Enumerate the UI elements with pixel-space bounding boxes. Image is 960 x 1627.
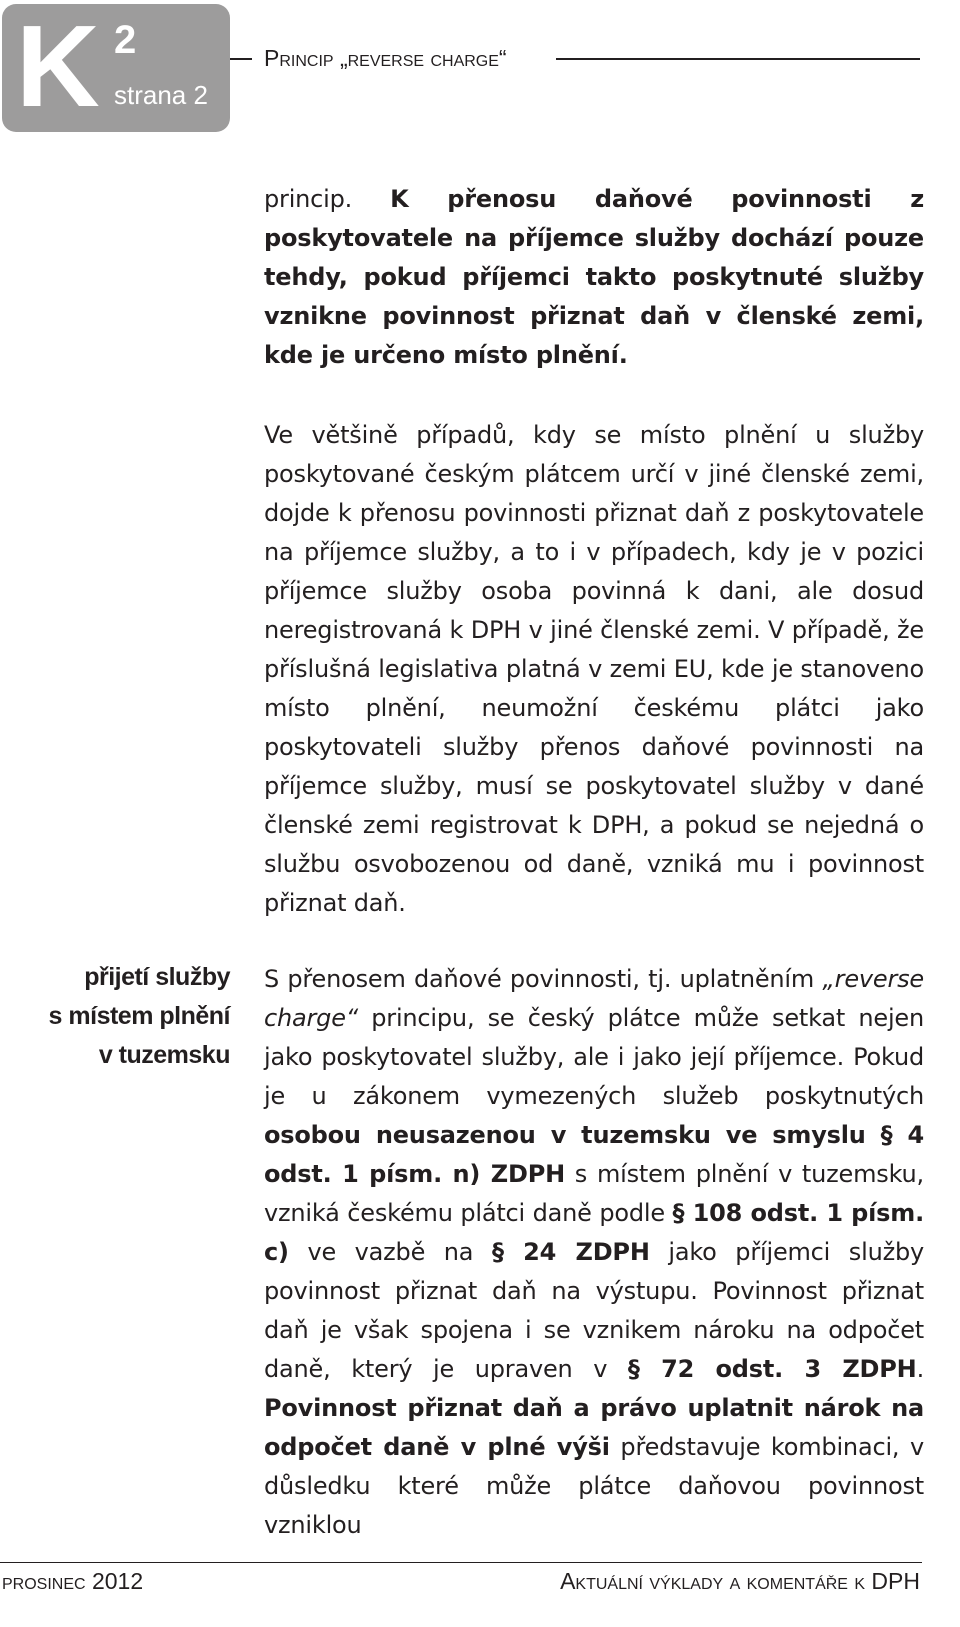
badge-page-label: strana 2 (114, 80, 208, 110)
bold-text-run: K přenosu daňové povinnosti z poskytovatele na příjemce služby dochází pouze tehdy, pokud příjemci takto poskytnuté služby vznikne povinnost přiznat daň v členské zemi, kde je určeno místo plnění. (264, 185, 924, 369)
text-run: Ve většině případů, kdy se místo plnění u služby poskytované českým plátcem určí v jiné členské zemi, dojde k přenosu povinnosti přiznat daň z poskytovatele na příjemce služby, a to i v případech, kdy je v pozici příjemce služby osoba povinná k dani, ale dosud neregistrovaná k DPH v jiné členské zemi. V případě, že příslušná legislativa platná v zemi EU, kde je stanoveno místo plnění, neumožní českému plátci jako poskytovateli služby přenos daňové povinnosti na příjemce služby, musí se poskytovatel služby v dané členské zemi registrovat k DPH, a pokud se nejedná o službu osvobozenou od daně, vzniká mu i povinnost přiznat daň. (264, 421, 924, 917)
text-run: princip. (264, 185, 391, 213)
footer-date: prosinec 2012 (2, 1568, 144, 1594)
section-badge (2, 1, 230, 132)
margin-note-line: přijetí služby (84, 963, 230, 991)
italic-text-run: „reverse charge“ (264, 965, 924, 1032)
footer-publication: Aktuální výklady a komentáře k DPH (560, 1568, 920, 1594)
text-run: s místem plnění v tuzemsku, vzniká českému plátci daně podle (264, 1160, 924, 1227)
paragraph-2 (264, 416, 924, 923)
text-run: jako příjemci služby povinnost přiznat daň na výstupu. Povinnost přiznat daň je však spojena i se vznikem nároku na odpočet daně, který je upraven v (264, 1238, 925, 1383)
badge-letter: K (16, 1, 96, 131)
text-run: principu, se český plátce může setkat nejen jako poskytovatel služby, ale i jako její příjemce. Pokud je u zákonem vymezených služeb poskytnutých (264, 1004, 924, 1110)
margin-note-line: s místem plnění (48, 1002, 230, 1030)
header-rule-left (230, 58, 252, 60)
bold-text-run: osobou neusazenou v tuzemsku ve smyslu § 4 odst. 1 písm. n) ZDPH (264, 1121, 924, 1188)
header-rule-right (556, 58, 920, 60)
margin-note (40, 958, 230, 1075)
margin-note-line: v tuzemsku (98, 1041, 230, 1069)
bold-text-run: § 24 ZDPH (491, 1238, 650, 1266)
paragraph-1 (264, 180, 924, 375)
footer-rule (0, 1562, 922, 1563)
page-title: Princip „reverse charge“ (264, 45, 507, 71)
bold-text-run: § 72 odst. 3 ZDPH (627, 1355, 917, 1383)
text-run: ve vazbě na (288, 1238, 492, 1266)
bold-text-run: § 108 odst. 1 písm. c) (264, 1199, 924, 1266)
text-run: S přenosem daňové povinnosti, tj. uplatněním (264, 965, 823, 993)
badge-number: 2 (114, 18, 137, 62)
text-run: představuje kombinaci, v důsledku které může plátce daňovou povinnost vzniklou (264, 1433, 924, 1539)
text-run: . (916, 1355, 924, 1383)
paragraph-3 (264, 960, 924, 1545)
bold-text-run: Povinnost přiznat daň a právo uplatnit nárok na odpočet daně v plné výši (264, 1394, 924, 1461)
